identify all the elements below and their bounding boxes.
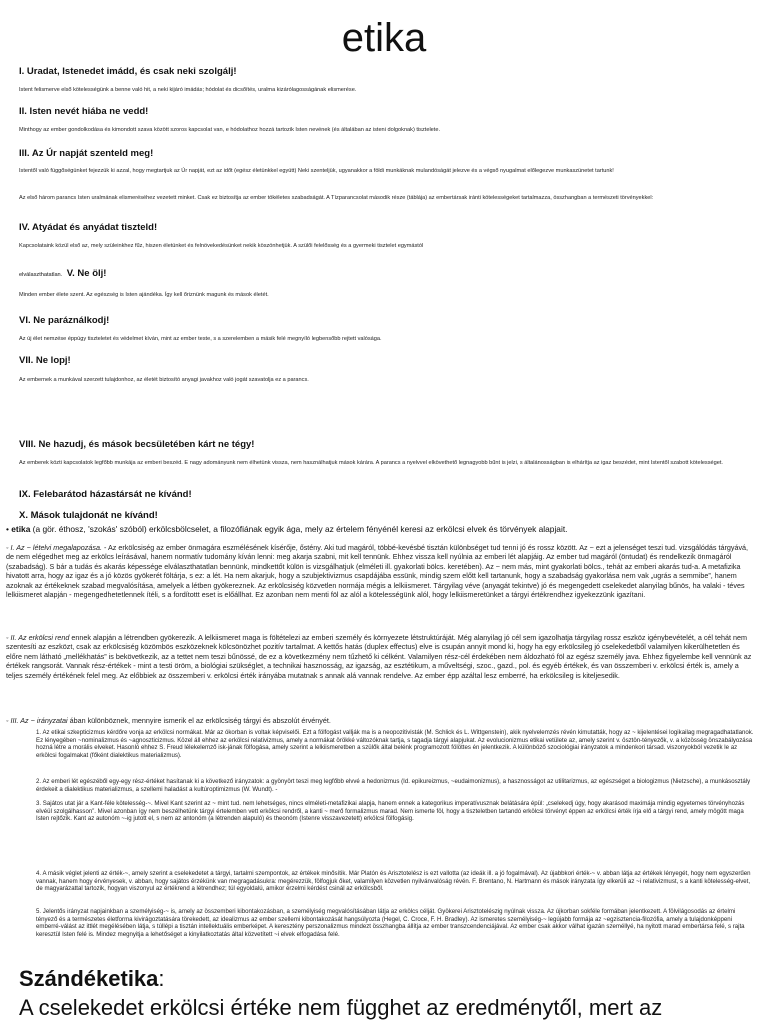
commandment-line-5 bbox=[19, 266, 754, 281]
page-title: etika bbox=[341, 16, 427, 60]
szandeketika-colon: : bbox=[158, 966, 165, 991]
section-label-1: ◦ I. Az ~ lételvi megalapozása. bbox=[6, 543, 102, 552]
commandment-heading-6: VI. Ne paráználkodj! bbox=[19, 315, 110, 326]
commandment-text-6: Az új élet nemzése éppúgy tiszteletet és védelmet kíván, mint az ember teste, s a szerelemben a másik felé megnyíló legbensőbb rejtett valósága. bbox=[19, 336, 382, 342]
commandment-text-5: Minden ember élete szent. Az egészség is Isten ajándéka. Így kell őriznünk magunk és mások életét. bbox=[19, 292, 269, 298]
commandment-heading-9: IX. Felebarátod házastársát ne kívánd! bbox=[19, 489, 192, 500]
commandment-text-1: Istent felismerve első kötelességünk a benne való hit, a neki kijáró imádás; hódolat és dicsőítés, uralma kizárólagosságának elismerése. bbox=[19, 87, 357, 93]
section-text-1: - Az erkölcsiség az ember önmagára eszmélésének kísérője, őstény. Aki tud magáról, többé-kevésbé tisztán különbséget tud tenni jó és rossz között. Az ~ ezt a jelenséget teszi tud. vizsgálódás tárgyává, de nem elégedhet meg az erkölcs leírásával, hanem normatív tudomány kíván lenni: meg akarja szabni, mit kell tennünk. Ehhez vissza kell nyúlnia az emberi lét alapjáig. Az ember tud magáról (öntudat) és rendelkezik önmagáról (szabadság). S bár a tudás és akarás képessége elválaszthatatlan bennünk, mindkettőt külön is vizsgálhatjuk (elméleti ill. gyakorlati bölcs. keretében). Az ~ nem más, mint gyakorlati bölcs., tehát az emberi akarás tud-a. A metafizika hivatott arra, hogy az igaz és a jó közös gyökerét föltárja, s ez: a lét. Ha nem akarjuk, hogy a szubjektivizmus csapdájába essünk, mindig szem előtt kell tartanunk, hogy a szabadság gyakorlása nem vak „ugrás a semmibe”, hanem azoknak az értékeknek szabad megvalósítása, amelyek a létben gyökereznek. Az erkölcsiség közvetlen normája mégis a lelkiismeret. Tárgyilag véve (anyagát tekintve) jó és megengedett cselekedet alanyilag bűnös, ha valaki - téves lelkiismeret alapján - megengedhetetlennek ítéli, s a fordítottt eset is előállhat. Ez azonban nem menti föl az alól a kötelességünk alól, hogy lelkiismeretünket a tárgyi értékrendhez igyekezzünk igazítani. bbox=[6, 543, 749, 600]
commandment-text-2: Minthogy az ember gondolkodása és kimondott szava között szoros kapcsolat van, e hódolathoz hozzá tartozik Isten nevének (és általában az isteni dolgoknak) tisztelete. bbox=[19, 127, 441, 133]
bottom-text-line: A cselekedet erkölcsi értéke nem függhet az eredménytől, mert az bbox=[19, 995, 663, 1020]
section-text-2: ennek alapján a létrendben gyökerezik. A lelkiismeret maga is föltételezi az emberi személy és környezete létstruktúráját. Még alanyilag jó cél sem igazolhatja tárgyilag rossz eszköz igénybevételét, a cél tehát nem szentesíti az eszközt, csak az erkölcsiség közömbös eszközeknek kölcsönözhet pozitív tartalmat. A kettős hatás (duplex effectus) elve is csupán annyit mond ki, hogy ha egy erkölcsileg jó cselekedetből valamilyen kikerülhetetlen és előre nem látható „mellékhatás” is bekövetkezik, az a tettet nem teszi bűnössé, de ez a következmény nem tűzhető ki célként. Valamilyen rész-cél érdekében nem áldozható föl az egész személy java. Ehhez figyelembe kell vennünk az értékek rangsorát. Vannak rész-értékek - mint a testi öröm, a biológiai szükséglet, a technikai hasznosság, az igazság, az esztétikum, a műveltségi, szoc., gazd., pol. és egyéb értékek, és van összemberi v. erkölcsi érték is, amely a teljes személy értékének felel meg. Az előbbiek az összemberi v. erkölcsi érték irányába mutatnak s annak alá vannak rendelve. Az ember épp azáltal lesz emberré, ha erkölcsileg is kiteljesedik. bbox=[6, 633, 752, 680]
subitem-2: 2. Az emberi lét egészéből egy-egy rész-értéket hasítanak ki a következő irányzatok: a gyönyört teszi meg legfőbb elvvé a hedonizmus (Id. epikureizmus, ~eudaimonizmus), a hasznosságot az utilitarizmus, az egészséget a biologizmus (Nietzsche), a munkásosztály érdekeit a dialektikus materializmus, a szellemi haladást a kultúroptimizmus (W. Wundt). - bbox=[36, 778, 751, 793]
section-heading-szandeketika bbox=[19, 965, 165, 993]
commandment-heading-8: VIII. Ne hazudj, és mások becsületében kárt ne tégy! bbox=[19, 439, 255, 450]
subitem-1: 1. Az etikai szkepticizmus kérdőre vonja az erkölcsi normákat. Már az ókorban is voltak képviselői. Ezt a fölfogást vallják ma is a neopozitivisták (M. Schlick és L. Wittgenstein), akik nyelvelemzés révén kimutatták, hogy az ~ kijelentései logikailag megragadhatatlanok. Ez lényegében ~nominalizmus és ~agnoszticizmus. Közel áll ehhez az erkölcsi relativizmus, amely a normákat örökké változóknak tartja, s tagadja tárgyi alapjukat. Az evolucionizmus etikai vetülete az, amely szerint v. ösztön-tényezők, v. a közösség önszabályozása hozná létre a morális elveket. Hasonló ehhez S. Freud lélekelemző isk-jának fölfogása, amely szerint a lelkiismeretben a szülők által belénk programozott fölöttes én jelentkezik. A különböző szociológiai irányzatok a mindenkori társad. viszonyokból vezetik le az erkölcsi fogalmakat (főként dialektikus materializmus). bbox=[36, 729, 754, 759]
subitem-3: 3. Sajátos utat jár a Kant-féle kötelesség-~. Mivel Kant szerint az ~ mint tud. nem lehetséges, nincs elméleti-metafizikai alapja, hanem ennek a kategorikus imperatívusznak belátására épül: „cselekedj úgy, hogy akarásod maximája mindig egyetemes törvényhozás elvéül szolgálhasson”. Mivel azonban így nem beszélhetünk tárgyi értelemben vett erkölcsi rendről, a kanti ~ merő formalizmus marad. Nem ismerte föl, hogy a tiszteletben tartandó erkölcsi törvényt éppen az erkölcsi érték írja elő a tárgyi rend, amely mögött maga Isten rejtőzik. Kant az autonóm ~-ig jutott el, s nem az antonóm (a létrenden alapuló) és theonóm (Istenre visszavezetett) erkölcsi fölfogásig. bbox=[36, 800, 745, 823]
definition-term: etika bbox=[11, 524, 31, 534]
commandment-text-7: Az embernek a munkával szerzett tulajdonhoz, az életét biztosító anyagi javakhoz való jogát szavatolja ez a parancs. bbox=[19, 377, 309, 383]
subitem-5: 5. Jelentős irányzat napjainkban a személyiség-~ is, amely az összemberi kibontakozásban, a személyiség megvalósításában látja az erkölcs célját. Gyökerei Arisztotelészig nyúlnak vissza. Az újkorban sokféle formában jelentkezett. A fölvilágosodás az értelmi tényező és a természetes életforma kivirágoztatására törekedett, az idealizmus az ember szellemi kibontakozását hangsúlyozta (Hegel, C. Croce, F. H. Bradley). Az ismeretes személyiség-~ legújabb formája az ~egzisztencia-filozófia, amely a tulajdonképpeni emberré-válást az ittlét megélésében látja, s túllépi a tisztán intellektuális emberképet. A keresztény perszonalizmus mindezt összhangba állítja az ember transzcendenciájával. Az ember csak akkor válhat igazán személlyé, ha nyitott marad embertársa felé, s rajta keresztül Isten felé is. Mindez megnyitja a lehetőséget a kinyilatkoztatás által közvetített ~i elvek elfogadása felé. bbox=[36, 908, 745, 938]
commandment-heading-10: X. Mások tulajdonát ne kívánd! bbox=[19, 510, 158, 521]
commandment-heading-1: I. Uradat, Istenedet imádd, és csak neki szolgálj! bbox=[19, 66, 237, 77]
commandment-heading-3: III. Az Úr napját szenteld meg! bbox=[19, 148, 154, 159]
section-3 bbox=[6, 716, 756, 725]
definition-text: (a gör. éthosz, 'szokás' szóból) erkölcsbölcselet, a filozófiának egyik ága, mely az értelem fényénél keresi az erkölcsi elvek és törvények alapjait. bbox=[30, 524, 568, 534]
szandeketika-title: Szándéketika bbox=[19, 966, 159, 991]
commandment-prefix-5: elválaszthatatlan. bbox=[19, 272, 63, 278]
commandment-heading-7: VII. Ne lopj! bbox=[19, 355, 71, 366]
commandment-text-3: Istentől való függőségünket fejezzük ki azzal, hogy megtartjuk az Úr napját, ezt az időt (egész életünkkel együtt) Neki szenteljük, ugyanakkor a földi munkáknak mulandóságát jelezve és a végső nyugalmat előlegezve munkaszünetet tartunk! bbox=[19, 168, 614, 174]
commandment-heading-4: IV. Atyádat és anyádat tiszteld! bbox=[19, 222, 158, 233]
commandment-text-8: Az emberek közti kapcsolatok legfőbb munkája az emberi beszéd. E nagy adományunk nem élhetünk vissza, nem használhatjuk mások kárára. A parancs a nyelvvel elkövethető legnagyobb bűnt is jelzi, s általánosságban is elhárítja az igaz beszédet, mint Istentől szabott kötelességet. bbox=[19, 460, 723, 466]
section-2 bbox=[6, 633, 756, 680]
commandment-text-3b: Az első három parancs Isten uralmának elismeréséhez vezetett minket. Csak ez biztosítja az ember tökéletes szabadságát. A Tízparancsolat második része (táblája) az embertársak iránti kötelességeket tartalmazza, összhangban a természeti törvényekkel: bbox=[19, 195, 654, 201]
commandment-heading-2: II. Isten nevét hiába ne vedd! bbox=[19, 106, 149, 117]
section-label-2: ◦ II. Az erkölcsi rend bbox=[6, 633, 70, 642]
section-1 bbox=[6, 543, 756, 599]
definition-line bbox=[6, 524, 756, 534]
bullet-icon: • bbox=[6, 524, 9, 534]
commandment-heading-5: V. Ne ölj! bbox=[66, 268, 107, 279]
section-label-3: ◦ III. Az ~ irányzatai bbox=[6, 716, 68, 725]
section-text-3: ában különböznek, mennyire ismerik el az erkölcsiség tárgyi és abszolút érvényét. bbox=[67, 716, 331, 725]
commandment-text-4: Kapcsolataink közül első az, mely szüleinkhez fűz, hiszen életünket és felnövekedésünket nekik köszönhetjük. A szülői felelősség és a gyermeki tisztelet egymástól bbox=[19, 243, 424, 249]
subitem-4: 4. A másik véglet jelenti az érték-~, amely szerint a cselekedetet a tárgyi, tartalmi szempontok, az értékek minősítik. Már Platón és Arisztotelész is ezt vallotta (az ideák ill. a jó fogalmával). Az újabbkori érték-~ v. abban látja az értékek lényegét, hogy nem egyszerűen vannak, hanem hogy érvényesek, v. abban, hogy sajátos érzékünk van megragadásukra: megérezzük, fölfogjuk őket, valamilyen közvetlen nyilvánvalóság révén. F. Brentano, N. Hartmann és mások irányzata így elkerüli az ~i relativizmust, s a kanti kötelesség-elvet, de magyarázattal tartozik, hogyan viszonyul az értékrend a létrendhez; túl egyoldalú, amikor érzelmi kérdést csinál az erkölcsből. bbox=[36, 870, 751, 893]
